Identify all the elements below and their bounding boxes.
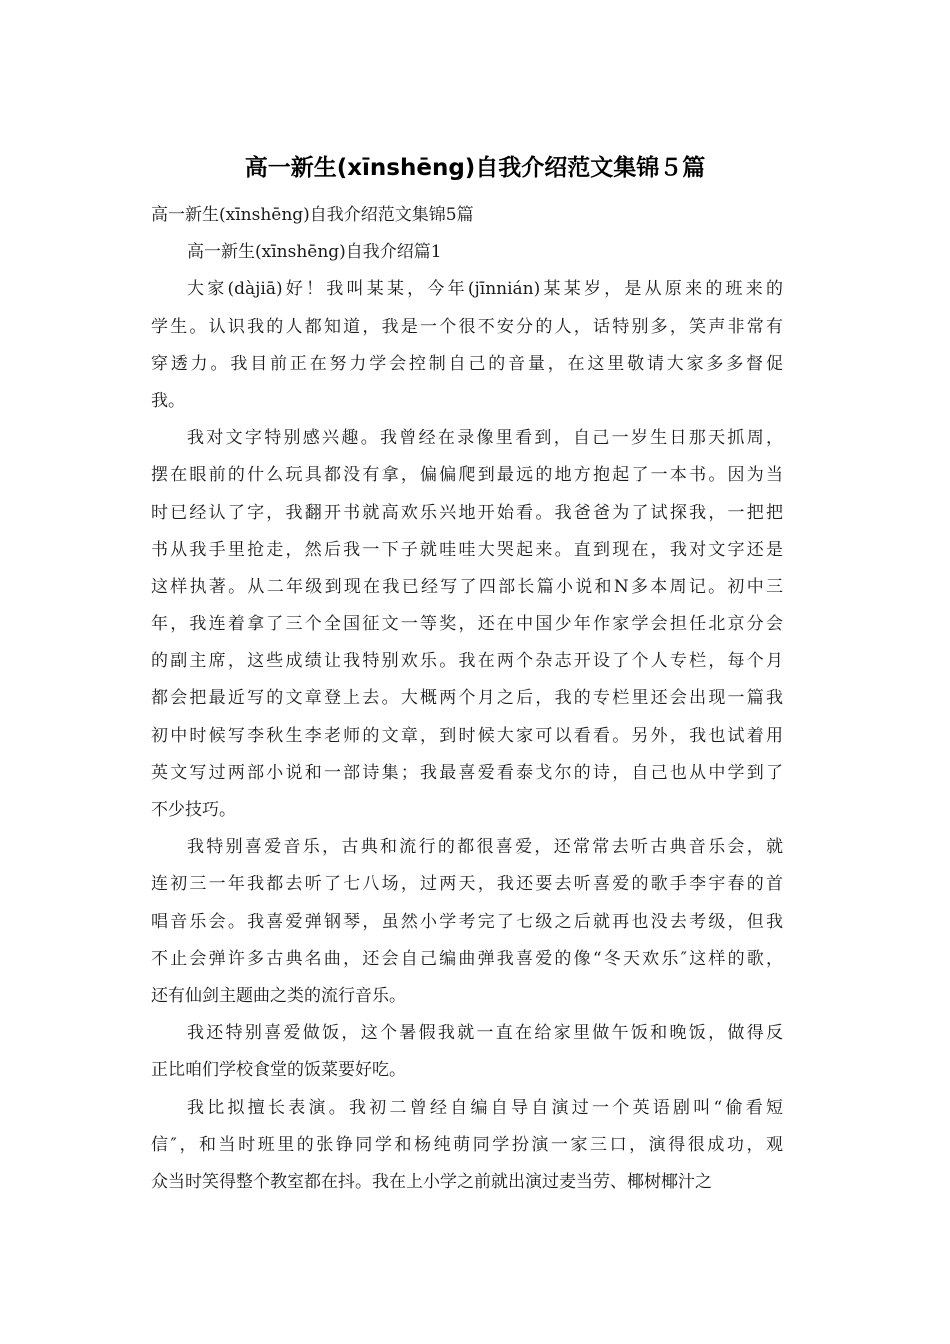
paragraph-line: 英文写过两部小说和一部诗集；我最喜爱看泰戈尔的诗，自己也从中学到了 <box>151 762 783 783</box>
paragraph-line: 摆在眼前的什么玩具都没有拿，偏偏爬到最远的地方抱起了一本书。因为当 <box>151 465 783 486</box>
paragraph-line: 这样执著。从二年级到现在我已经写了四部长篇小说和N多本周记。初中三 <box>151 576 783 597</box>
paragraph-line: 学生。认识我的人都知道，我是一个很不安分的人，话特别多，笑声非常有 <box>151 316 783 337</box>
paragraph-line: 不少技巧。 <box>151 800 236 820</box>
paragraph-line: 信″，和当时班里的张铮同学和杨纯萌同学扮演一家三口，演得很成功，观 <box>151 1134 783 1155</box>
paragraph-line: 正比咱们学校食堂的饭菜要好吃。 <box>151 1060 406 1081</box>
section-heading: 高一新生(xīnshēng)自我介绍篇1 <box>187 242 442 263</box>
paragraph-line: 穿透力。我目前正在努力学会控制自己的音量，在这里敬请大家多多督促 <box>151 353 783 374</box>
paragraph-line: 年，我连着拿了三个全国征文一等奖，还在中国少年作家学会担任北京分会 <box>151 614 783 635</box>
paragraph-line: 连初三一年我都去听了七八场，过两天，我还要去听喜爱的歌手李宇春的首 <box>151 874 783 895</box>
paragraph-line: 的副主席，这些成绩让我特别欢乐。我在两个杂志开设了个人专栏，每个月 <box>151 651 783 672</box>
document-title: 高一新生(xīnshēng)自我介绍范文集锦５篇 <box>244 155 706 181</box>
paragraph-line: 时已经认了字，我翻开书就高欢乐兴地开始看。我爸爸为了试探我，一把把 <box>151 502 783 523</box>
document-body <box>151 197 783 1201</box>
paragraph <box>151 829 783 1015</box>
paragraph-line: 大家(dàjiā)好！我叫某某，今年(jīnnián)某某岁，是从原来的班来的 <box>187 279 783 300</box>
paragraph-line: 初中时候写李秋生李老师的文章，到时候大家可以看看。另外，我也试着用 <box>151 725 783 746</box>
paragraph-line: 我特别喜爱音乐，古典和流行的都很喜爱，还常常去听古典音乐会，就 <box>187 837 783 858</box>
paragraph <box>151 1090 783 1202</box>
paragraph <box>151 271 783 420</box>
paragraph <box>151 420 783 829</box>
paragraph-line: 书从我手里抢走，然后我一下子就哇哇大哭起来。直到现在，我对文字还是 <box>151 539 783 560</box>
paragraph-line: 众当时笑得整个教室都在抖。我在上小学之前就出演过麦当劳、椰树椰汁之 <box>151 1171 712 1192</box>
paragraphs-container <box>151 271 783 1201</box>
paragraph <box>151 1015 783 1089</box>
document-subtitle: 高一新生(xīnshēng)自我介绍范文集锦5篇 <box>151 205 474 225</box>
paragraph-line: 还有仙剑主题曲之类的流行音乐。 <box>151 985 406 1006</box>
paragraph-line: 都会把最近写的文章登上去。大概两个月之后，我的专栏里还会出现一篇我 <box>151 688 783 709</box>
paragraph-line: 我比拟擅长表演。我初二曾经自编自导自演过一个英语剧叫“偷看短 <box>187 1097 783 1118</box>
paragraph-line: 我还特别喜爱做饭，这个暑假我就一直在给家里做午饭和晚饭，做得反 <box>187 1023 783 1044</box>
paragraph-line: 不止会弹许多古典名曲，还会自己编曲弹我喜爱的像“冬天欢乐″这样的歌， <box>151 948 783 969</box>
paragraph-line: 唱音乐会。我喜爱弹钢琴，虽然小学考完了七级之后就再也没去考级，但我 <box>151 911 783 932</box>
paragraph-line: 我对文字特别感兴趣。我曾经在录像里看到，自己一岁生日那天抓周， <box>187 428 783 449</box>
paragraph-line: 我。 <box>151 390 185 411</box>
